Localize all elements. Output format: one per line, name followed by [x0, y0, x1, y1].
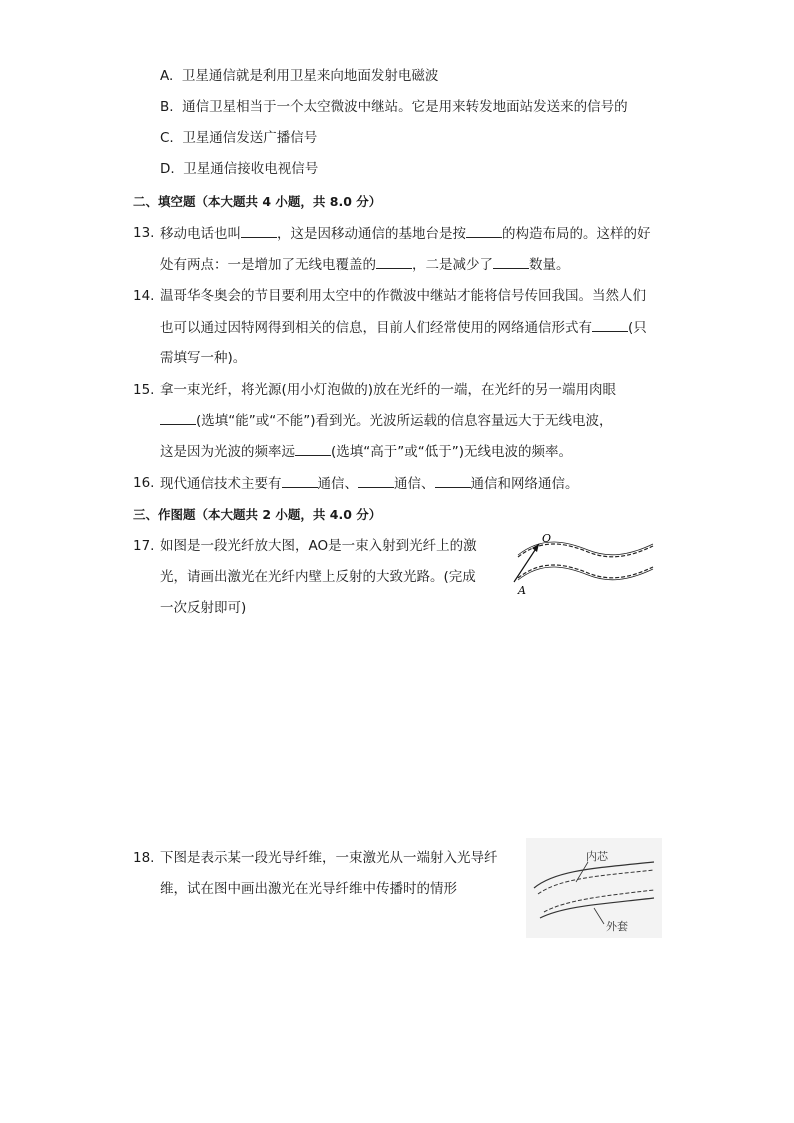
answer-blank[interactable] [295, 441, 331, 456]
section-title-fill-blank: 二、填空题（本大题共 4 小题，共 8.0 分） [133, 194, 382, 209]
light-guide-fiber-diagram[interactable] [526, 838, 662, 938]
q14-line2: 也可以通过因特网得到相关的信息，目前人们经常使用的网络通信形式有 (只 [160, 317, 647, 338]
label-sheath: 外套 [606, 920, 628, 933]
q14-line3: 需填写一种)。 [160, 350, 247, 366]
q17-line1: 如图是一段光纤放大图，AO是一束入射到光纤上的激 [160, 538, 477, 554]
question-number: 13. [133, 225, 155, 241]
section-title-drawing: 三、作图题（本大题共 2 小题，共 4.0 分） [133, 507, 382, 522]
question-number: 18. [133, 850, 155, 866]
answer-blank[interactable] [376, 254, 412, 269]
label-o: O [542, 532, 552, 545]
answer-blank[interactable] [282, 473, 318, 488]
answer-blank[interactable] [592, 317, 628, 332]
q14-line1: 温哥华冬奥会的节目要利用太空中的作微波中继站才能将信号传回我国。当然人们 [160, 288, 646, 304]
option-a: A. 卫星通信就是利用卫星来向地面发射电磁波 [160, 68, 439, 84]
option-c: C. 卫星通信发送广播信号 [160, 130, 318, 146]
label-core: 内芯 [586, 850, 608, 863]
question-number: 15. [133, 382, 155, 398]
fiber-upper-edge [518, 542, 653, 555]
answer-blank[interactable] [493, 254, 529, 269]
optical-fiber-diagram[interactable] [508, 532, 658, 596]
fiber-lower-edge [518, 567, 653, 580]
option-d: D. 卫星通信接收电视信号 [160, 161, 319, 177]
q17-line3: 一次反射即可) [160, 600, 247, 616]
q18-line2: 维，试在图中画出激光在光导纤维中传播时的情形 [160, 881, 457, 897]
q16-line1: 现代通信技术主要有 通信、 通信、 通信和网络通信。 [160, 473, 579, 494]
q13-line1: 移动电话也叫 ，这是因移动通信的基地台是按 的构造布局的。这样的好 [160, 223, 651, 244]
answer-blank[interactable] [241, 223, 277, 238]
option-b: B. 通信卫星相当于一个太空微波中继站。它是用来转发地面站发送来的信号的 [160, 99, 628, 115]
question-number: 17. [133, 538, 155, 554]
answer-blank[interactable] [435, 473, 471, 488]
answer-blank[interactable] [160, 410, 196, 425]
q13-line2: 处有两点：一是增加了无线电覆盖的 ，二是减少了 数量。 [160, 254, 570, 275]
q15-line1: 拿一束光纤，将光源(用小灯泡做的)放在光纤的一端，在光纤的另一端用肉眼 [160, 382, 617, 398]
answer-blank[interactable] [358, 473, 394, 488]
question-number: 14. [133, 288, 155, 304]
question-number: 16. [133, 475, 155, 491]
fiber-lower-wall [518, 565, 653, 578]
q15-line2: (选填“能”或“不能”)看到光。光波所运载的信息容量远大于无线电波， [160, 410, 613, 431]
q18-line1: 下图是表示某一段光导纤维，一束激光从一端射入光导纤 [160, 850, 498, 866]
label-a: A [518, 584, 526, 596]
q15-line3: 这是因为光波的频率远 (选填“高于”或“低于”)无线电波的频率。 [160, 441, 572, 462]
answer-blank[interactable] [466, 223, 502, 238]
q17-line2: 光，请画出激光在光纤内壁上反射的大致光路。(完成 [160, 569, 476, 585]
